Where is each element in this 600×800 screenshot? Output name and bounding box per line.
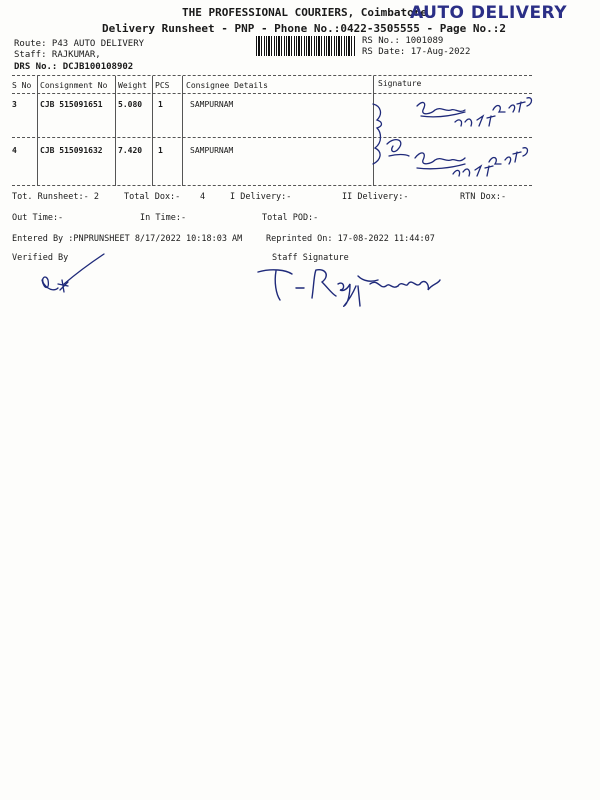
- row-consignee: SAMPURNAM: [190, 100, 234, 109]
- entered-by: Entered By :PNPRUNSHEET 8/17/2022 10:18:03 AM: [12, 234, 243, 244]
- row-weight: 5.080: [118, 100, 143, 109]
- header-weight: Weight: [118, 81, 147, 90]
- auto-delivery-stamp: AUTO DELIVERY: [410, 3, 568, 23]
- table-top-rule: [12, 75, 532, 76]
- runsheet-title: Delivery Runsheet - PNP - Phone No.:0422-3505555 - Page No.:2: [102, 22, 506, 35]
- header-consignment: Consignment No: [40, 81, 108, 90]
- route-label: Route: P43 AUTO DELIVERY: [14, 39, 145, 49]
- company-name: THE PROFESSIONAL COURIERS, Coimbatore: [182, 6, 428, 19]
- header-signature: Signature: [378, 79, 422, 88]
- out-time: Out Time:-: [12, 213, 64, 223]
- in-time: In Time:-: [140, 213, 187, 223]
- staff-signature-label: Staff Signature: [272, 253, 349, 263]
- reprinted-on: Reprinted On: 17-08-2022 11:44:07: [266, 234, 435, 244]
- row-pcs: 1: [158, 100, 163, 109]
- handwritten-signature-icon: [34, 250, 114, 300]
- header-consignee: Consignee Details: [186, 81, 268, 90]
- row-sno: 3: [12, 100, 17, 109]
- total-dox-value: 4: [200, 192, 206, 202]
- col-divider: [115, 76, 116, 186]
- rs-number: RS No.: 1001089: [362, 36, 444, 46]
- staff-label: Staff: RAJKUMAR,: [14, 50, 101, 60]
- i-delivery: I Delivery:-: [230, 192, 292, 202]
- row-consignment: CJB 515091632: [40, 146, 103, 155]
- row-consignee: SAMPURNAM: [190, 146, 234, 155]
- rtn-dox: RTN Dox:-: [460, 192, 507, 202]
- total-dox-label: Total Dox:-: [124, 192, 181, 202]
- header-sno: S No: [12, 81, 32, 90]
- col-divider: [152, 76, 153, 186]
- ii-delivery: II Delivery:-: [342, 192, 409, 202]
- col-divider: [182, 76, 183, 186]
- tot-runsheet: Tot. Runsheet:- 2: [12, 192, 99, 202]
- row-pcs: 1: [158, 146, 163, 155]
- verified-by-label: Verified By: [12, 253, 69, 263]
- row-consignment: CJB 515091651: [40, 100, 103, 109]
- handwritten-signature-icon: [252, 262, 447, 312]
- col-divider: [37, 76, 38, 186]
- row-weight: 7.420: [118, 146, 143, 155]
- rs-date: RS Date: 17-Aug-2022: [362, 47, 471, 57]
- header-pcs: PCS: [155, 81, 170, 90]
- drs-number: DRS No.: DCJB100108902: [14, 62, 134, 72]
- row-sno: 4: [12, 146, 17, 155]
- barcode-icon: [256, 36, 356, 56]
- total-pod: Total POD:-: [262, 213, 319, 223]
- handwritten-signature-icon: [365, 92, 565, 187]
